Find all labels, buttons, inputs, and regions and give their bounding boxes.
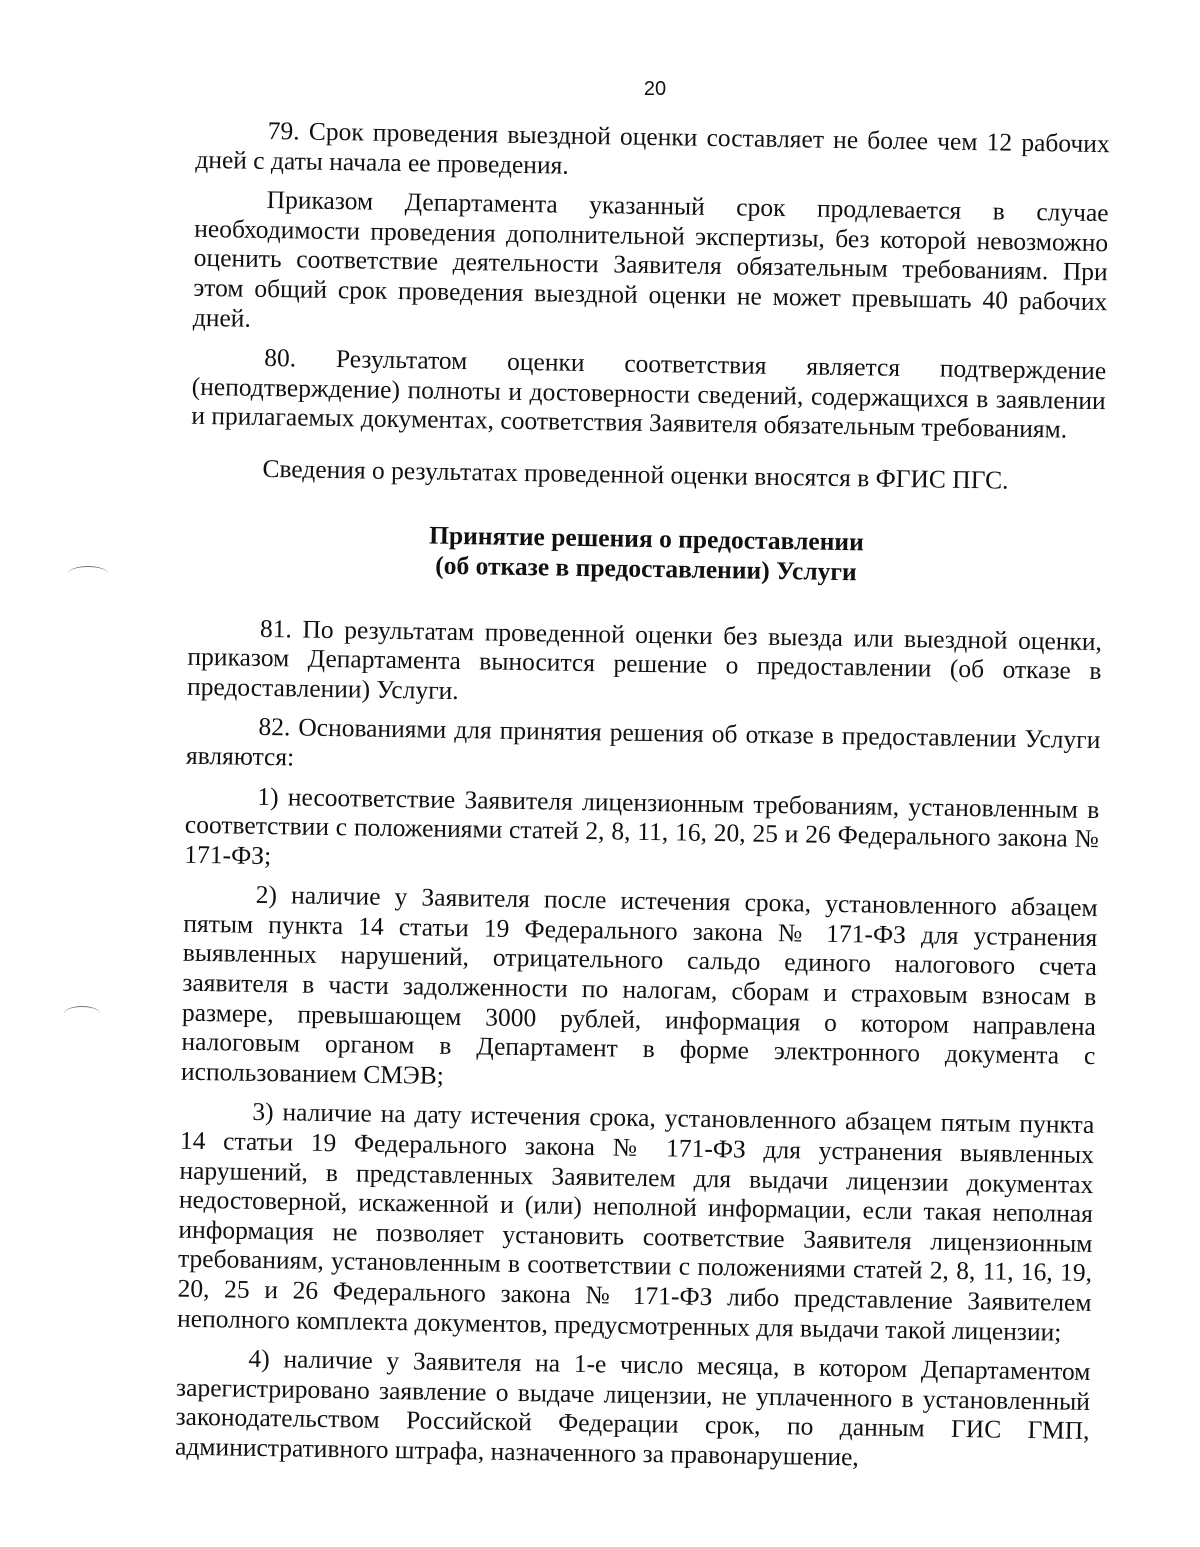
margin-scan-mark <box>68 566 108 581</box>
paragraph-81: 81. По результатам проведенной оценки без выезда или выездной оценки, приказом Департамента выносится решение о предоставлении (об отказе в предоставлении) Услуги. <box>186 613 1103 705</box>
paragraph-79: 79. Срок проведения выездной оценки составляет не более чем 12 рабочих дней с даты начала ее проведения. <box>195 115 1110 180</box>
list-item-4: 4) наличие у Заявителя на 1-е число месяца, в котором Департаментом зарегистрировано заявление о выдаче лицензии, не уплаченного в установленный законодательством Российской Федерации срок, по данным ГИС ГМП, административного штрафа, назначенного за правонарушение, <box>174 1343 1091 1472</box>
document-body <box>175 115 1110 1476</box>
paragraph-extension: Приказом Департамента указанный срок продлевается в случае необходимости проведения дополнительной экспертизы, без которой невозможно оценить соответствие деятельности Заявителя обязательным требованиям. При этом общий срок проведения выездной оценки не может превышать 40 рабочих дней. <box>192 185 1109 333</box>
list-item-2: 2) наличие у Заявителя после истечения срока, установленного абзацем пятым пункта 14 статьи 19 Федерального закона № 171-ФЗ для устранения выявленных нарушений, отрицательного сальдо единого налогового счета заявителя в части задолженности по налогам, сборам и страховым взносам в размере, превышающем 3000 рублей, информация о котором направлена налоговым органом в Департамент в форме электронного документа с использованием СМЭВ; <box>180 880 1098 1090</box>
margin-scan-mark <box>64 1006 100 1021</box>
paragraph-results: Сведения о результатах проведенной оценки вносятся в ФГИС ПГС. <box>262 453 1009 495</box>
section-heading-line-2: (об отказе в предоставлении) Услуги <box>435 550 857 586</box>
list-item-3: 3) наличие на дату истечения срока, установленного абзацем пятым пункта 14 статьи 19 Федерального закона № 171-ФЗ для устранения выявленных нарушений, в представленных Заявителем для выдачи лицензии документах недостоверной, искаженной и (или) неполной информации, если такая неполная информация не позволяет установить соответствие Заявителя лицензионным требованиям, установленным в соответствии с положениями статей 2, 8, 11, 16, 19, 20, 25 и 26 Федерального закона № 171-ФЗ либо представление Заявителем неполного комплекта документов, предусмотренных для выдачи такой лицензии; <box>176 1097 1095 1347</box>
paragraph-82: 82. Основаниями для принятия решения об отказе в предоставлении Услуги являются: <box>185 712 1101 772</box>
page-number: 20 <box>643 78 667 100</box>
section-heading <box>189 516 1104 590</box>
list-item-1: 1) несоответствие Заявителя лицензионным требованиям, установленным в соответствии с положениями статей 2, 8, 11, 16, 20, 25 и 26 Федерального закона № 171-ФЗ; <box>184 781 1100 870</box>
section-heading-line-1: Принятие решения о предоставлении <box>428 520 865 556</box>
paragraph-80: 80. Результатом оценки соответствия является подтверждение (неподтверждение) полноты и достоверности сведений, содержащихся в заявлении и прилагаемых документах, соответствия Заявителя обязательным требованиям. <box>191 343 1107 444</box>
